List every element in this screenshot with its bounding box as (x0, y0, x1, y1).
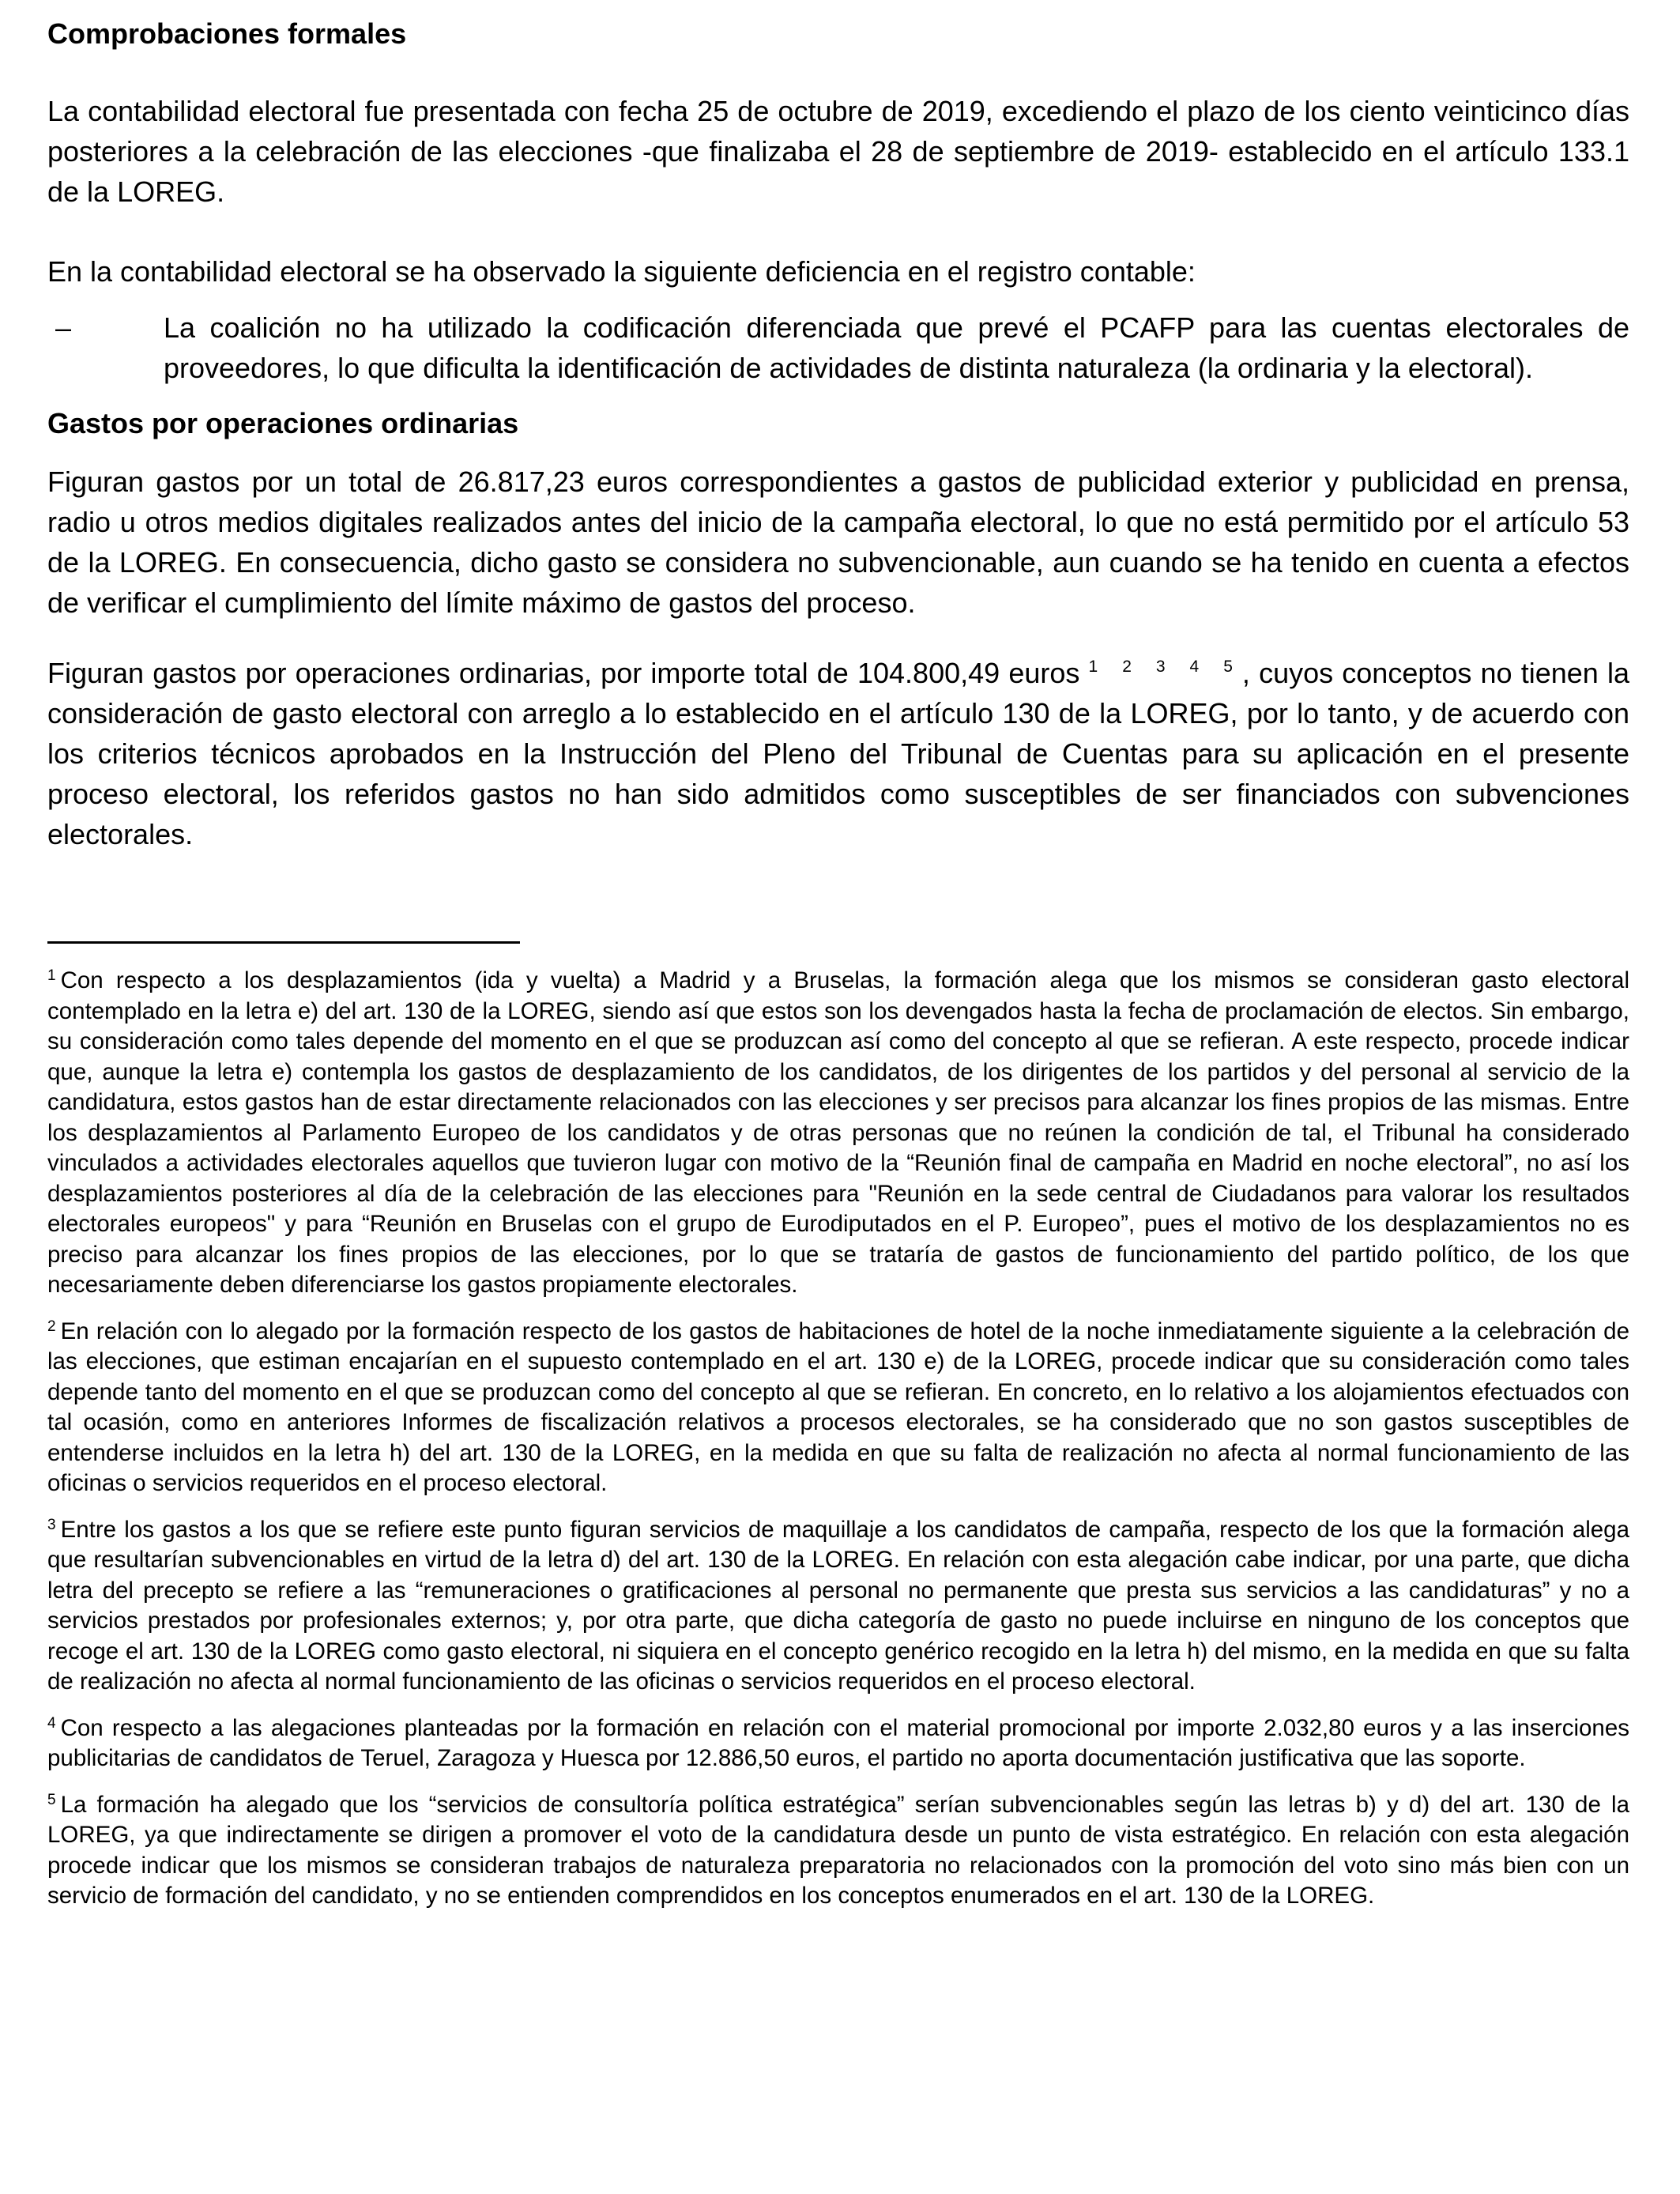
page-content (47, 14, 1629, 1912)
footnote-4 (47, 1713, 1629, 1774)
bullet-dash: – (55, 311, 72, 344)
footnote-text: Con respecto a las alegaciones planteadas por la formación en relación con el material promocional por importe 2.032,80 euros y a las inserciones publicitarias de candidatos de Teruel, Zaragoza y Huesca por 12.886,50 euros, el partido no aporta documentación justificativa que las soporte. (47, 1714, 1629, 1771)
footnote-references: 1 2 3 4 5 (1088, 658, 1242, 676)
footnote-number: 5 (47, 1791, 56, 1808)
footnote-3 (47, 1515, 1629, 1698)
footnote-5 (47, 1790, 1629, 1912)
bullet-item-deficiency (47, 307, 1629, 388)
bullet-text: La coalición no ha utilizado la codificación diferenciada que prevé el PCAFP para las cuentas electorales de proveedores, lo que dificulta la identificación de actividades de distinta naturaleza (la ordinaria y la electoral). (164, 311, 1629, 384)
footnote-text: Con respecto a los desplazamientos (ida y vuelta) a Madrid y a Bruselas, la formación alega que los mismos se consideran gasto electoral contemplado en la letra e) del art. 130 de la LOREG, siendo así que estos son los devengados hasta la fecha de proclamación de electos. Sin embargo, su consideración como tales depende del momento en el que se produzcan así como del concepto al que se refieran. A este respecto, procede indicar que, aunque la letra e) contempla los gastos de desplazamiento de los candidatos, de los dirigentes de los partidos y del personal al servicio de la candidatura, estos gastos han de estar directamente relacionados con las elecciones y ser precisos para alcanzar los fines propios de las mismas. Entre los desplazamientos al Parlamento Europeo de los candidatos y de otras personas que no reúnen la condición de tal, el Tribunal ha considerado vinculados a actividades electorales aquellos que tuvieron lugar con motivo de la “Reunión final de campaña en Madrid en noche electoral”, no así los desplazamientos posteriores al día de la celebración de las elecciones para "Reunión en la sede central de Ciudadanos para valorar los resultados electorales europeos" y para “Reunión en Bruselas con el grupo de Eurodiputados en el P. Europeo”, pues el motivo de los desplazamientos no es preciso para alcanzar los fines propios de las elecciones, por lo que se trataría de gastos de funcionamiento del partido político, de los que necesariamente deben diferenciarse los gastos propiamente electorales. (47, 967, 1629, 1298)
paragraph-advertising-expenses: Figuran gastos por un total de 26.817,23 euros correspondientes a gastos de publicidad exterior y publicidad en prensa, radio u otros medios digitales realizados antes del inicio de la campaña electoral, lo que no está permitido por el artículo 53 de la LOREG. En consecuencia, dicho gasto se considera no subvencionable, aun cuando se ha tenido en cuenta a efectos de verificar el cumplimiento del límite máximo de gastos del proceso. (47, 466, 1629, 619)
footnote-number: 1 (47, 967, 56, 984)
footnote-number: 4 (47, 1714, 56, 1732)
footnote-1 (47, 966, 1629, 1301)
paragraph-ordinary-operations (47, 653, 1629, 854)
paragraph-submission-date: La contabilidad electoral fue presentada con fecha 25 de octubre de 2019, excediendo el plazo de los ciento veinticinco días posteriores a la celebración de las elecciones -que finalizaba el 28 de septiembre de 2019- establecido en el artículo 133.1 de la LOREG. (47, 95, 1629, 208)
paragraph-text-before-refs: Figuran gastos por operaciones ordinarias, por importe total de 104.800,49 euros (47, 657, 1089, 689)
paragraph-text-after-refs: , cuyos conceptos no tienen la consideración de gasto electoral con arreglo a lo establecido en el artículo 130 de la LOREG, por lo tanto, y de acuerdo con los criterios técnicos aprobados en la Instrucción del Pleno del Tribunal de Cuentas para su aplicación en el presente proceso electoral, los referidos gastos no han sido admitidos como susceptibles de ser financiados con subvenciones electorales. (47, 657, 1630, 850)
footnote-2 (47, 1317, 1629, 1499)
footnote-number: 2 (47, 1318, 56, 1335)
section-title-formal-checks: Comprobaciones formales (47, 17, 407, 50)
paragraph-deficiency-intro: En la contabilidad electoral se ha observado la siguiente deficiencia en el registro contable: (47, 255, 1196, 288)
footnotes (47, 966, 1629, 1912)
footnote-text: Entre los gastos a los que se refiere este punto figuran servicios de maquillaje a los candidatos de campaña, respecto de los que la formación alega que resultarían subvencionables en virtud de la letra d) del art. 130 de la LOREG. En relación con esta alegación cabe indicar, por una parte, que dicha letra del precepto se refiere a las “remuneraciones o gratificaciones al personal no permanente que presta sus servicios a las candidaturas” y no a servicios prestados por profesionales externos; y, por otra parte, que dicha categoría de gasto no puede incluirse en ninguno de los conceptos que recoge el art. 130 de la LOREG como gasto electoral, ni siquiera en el concepto genérico recogido en la letra h) del mismo, en la medida en que su falta de realización no afecta al normal funcionamiento de las oficinas o servicios requeridos en el proceso electoral. (47, 1516, 1629, 1695)
footnote-text: En relación con lo alegado por la formación respecto de los gastos de habitaciones de hotel de la noche inmediatamente siguiente a la celebración de las elecciones, que estiman encajarían en el supuesto contemplado en el art. 130 e) de la LOREG, procede indicar que su consideración como tales depende tanto del momento en el que se produzcan como del concepto al que se refieran. En concreto, en lo relativo a los alojamientos efectuados con tal ocasión, como en anteriores Informes de fiscalización relativos a procesos electorales, se ha considerado que no son gastos susceptibles de entenderse incluidos en la letra h) del art. 130 de la LOREG, en la medida en que su falta de realización no afecta al normal funcionamiento de las oficinas o servicios requeridos en el proceso electoral. (47, 1318, 1629, 1496)
section-title-ordinary-expenses: Gastos por operaciones ordinarias (47, 407, 519, 439)
footnote-text: La formación ha alegado que los “servicios de consultoría política estratégica” serían subvencionables según las letras b) y d) del art. 130 de la LOREG, ya que indirectamente se dirigen a promover el voto de la candidatura desde un punto de vista estratégico. En relación con esta alegación procede indicar que los mismos se consideran trabajos de naturaleza preparatoria no relacionados con la promoción del voto sino más bien con un servicio de formación del candidato, y no se entienden comprendidos en los conceptos enumerados en el art. 130 de la LOREG. (47, 1791, 1629, 1909)
footnote-separator (47, 941, 520, 944)
footnote-number: 3 (47, 1516, 56, 1533)
